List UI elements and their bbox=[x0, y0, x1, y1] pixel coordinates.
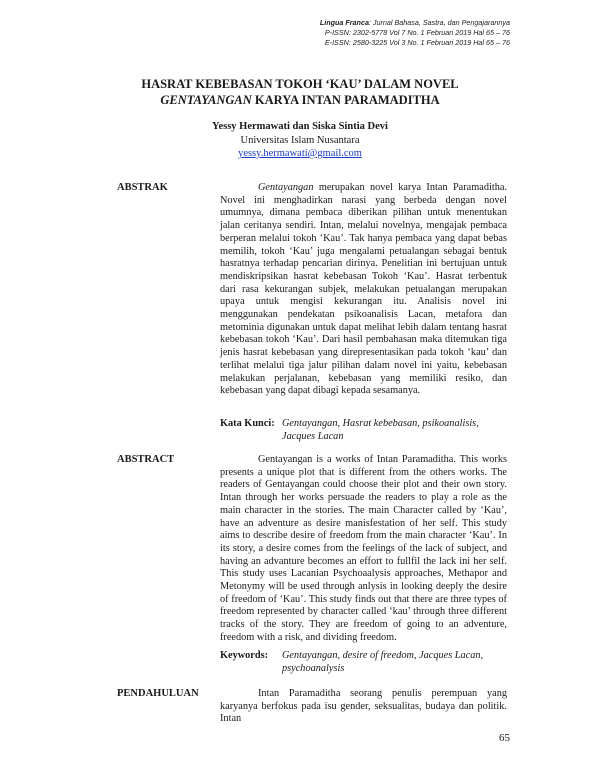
kata-kunci-label: Kata Kunci: bbox=[220, 418, 275, 429]
pendahuluan-body bbox=[220, 688, 507, 726]
pendahuluan-text: Intan Paramaditha seorang penulis perempuan yang karyanya berfokus pada isu gender, seksualitas, budaya dan politik. Intan bbox=[220, 688, 507, 725]
author-affiliation: Universitas Islam Nusantara bbox=[240, 134, 360, 146]
journal-header bbox=[320, 18, 510, 48]
journal-pissn: P-ISSN: 2302-5778 Vol 7 No. 1 Februari 2019 Hal 65 – 76 bbox=[324, 28, 510, 37]
author-email-link[interactable]: yessy.hermawati@gmail.com bbox=[238, 148, 362, 159]
pendahuluan-heading: PENDAHULUAN bbox=[117, 688, 199, 699]
title-line-1: HASRAT KEBEBASAN TOKOH ‘KAU’ DALAM NOVEL bbox=[141, 77, 459, 91]
author-block bbox=[100, 120, 500, 161]
paper-title bbox=[100, 76, 500, 108]
author-names: Yessy Hermawati dan Siska Sintia Devi bbox=[212, 121, 388, 132]
abstrak-heading: ABSTRAK bbox=[117, 182, 168, 193]
kata-kunci-line-1: Gentayangan, Hasrat kebebasan, psikoanalisis, bbox=[282, 418, 479, 429]
journal-name: Lingua Franca bbox=[319, 18, 369, 27]
kata-kunci-line-2: Jacques Lacan bbox=[282, 431, 344, 442]
abstract-text: Gentayangan is a works of Intan Paramaditha. This works presents a unique plot that is different from the others works. The readers of Gentayangan could choose their plot and their own story. Intan through her works persuade the readers to play a role as the main character in the stories. The main Character called by ‘Kau’, have an adventure as desire manisfestation of her self. This study aims to describe desire of freedom from the main character ‘Kau’. In its story, a desire comes from the feelings of the lack of subject, and having an advanture becomes an effort to fullfil the lack ini her self. This study uses Lacanian Psychoaalysis approaches, Methapor and Metonymy will be used through anlysis in looking deeply the desire of freedom of ‘Kau’. This study finds out that there are three types of freedom represented by character called ‘kau’ through three different tracks of the story. They are freedom of going to an adventure, freedom with a risk, and dividing freedom. bbox=[220, 454, 507, 643]
abstract-heading: ABSTRACT bbox=[117, 454, 175, 465]
keywords-line-2: psychoanalysis bbox=[282, 663, 345, 674]
keywords-label: Keywords: bbox=[220, 650, 269, 661]
journal-subtitle: : Jurnal Bahasa, Sastra, dan Pengajarannya bbox=[368, 18, 510, 27]
page-number: 65 bbox=[499, 732, 510, 744]
journal-eissn: E-ISSN: 2580-3225 Vol 3 No. 1 Februari 2019 Hal 65 – 76 bbox=[324, 38, 510, 47]
journal-line-1 bbox=[320, 18, 510, 28]
abstrak-first-word: Gentayangan bbox=[258, 182, 314, 193]
keywords-line-1: Gentayangan, desire of freedom, Jacques Lacan, bbox=[282, 650, 484, 661]
abstract-body bbox=[220, 454, 507, 645]
title-italic: GENTAYANGAN bbox=[160, 93, 252, 107]
abstrak-body bbox=[220, 182, 507, 398]
title-rest: KARYA INTAN PARAMADITHA bbox=[251, 93, 440, 107]
title-line-2 bbox=[100, 92, 500, 108]
abstrak-text: merupakan novel karya Intan Paramaditha. Novel ini menghadirkan narasi yang berbeda dengan novel umumnya, dimana pembaca diberikan pilihan untuk menentukan jalan ceritanya sendiri. Intan, melalui novelnya, mengajak pembaca berperan melalui tokoh ‘Kau’. Tak hanya pembaca yang dapat bebas memilih, tokoh ‘Kau’ juga mengalami petualangan sebagai bentuk hasratnya terhadap pencarian dirinya. Penelitian ini bertujuan untuk mendiskripsikan hasrat kebebasan Tokoh ‘Kau’. Hasrat terbentuk dari rasa kekurangan subjek, melakukan petualangan merupakan upaya untuk mengisi kekurangan itu. Analisis novel ini menggunakan pendekatan psikoanalisis Lacan, metafora dan metominia digunakan untuk dapat melihat lebih dalam tentang hasrat kebebasan tokoh ‘Kau’. Dari hasil pembahasan maka ditemukan tiga jenis hasrat kebebasan yang direpresentasikan pada tokoh ‘kau’ dan terlihat melalui tiga jalur pilihan dalam novel ini yaitu, kebebasan melakukan perjalanan, kebebasan yang memiliki resiko, dan kebebasan yang dapat dibagi kepada sesamanya. bbox=[220, 182, 507, 397]
